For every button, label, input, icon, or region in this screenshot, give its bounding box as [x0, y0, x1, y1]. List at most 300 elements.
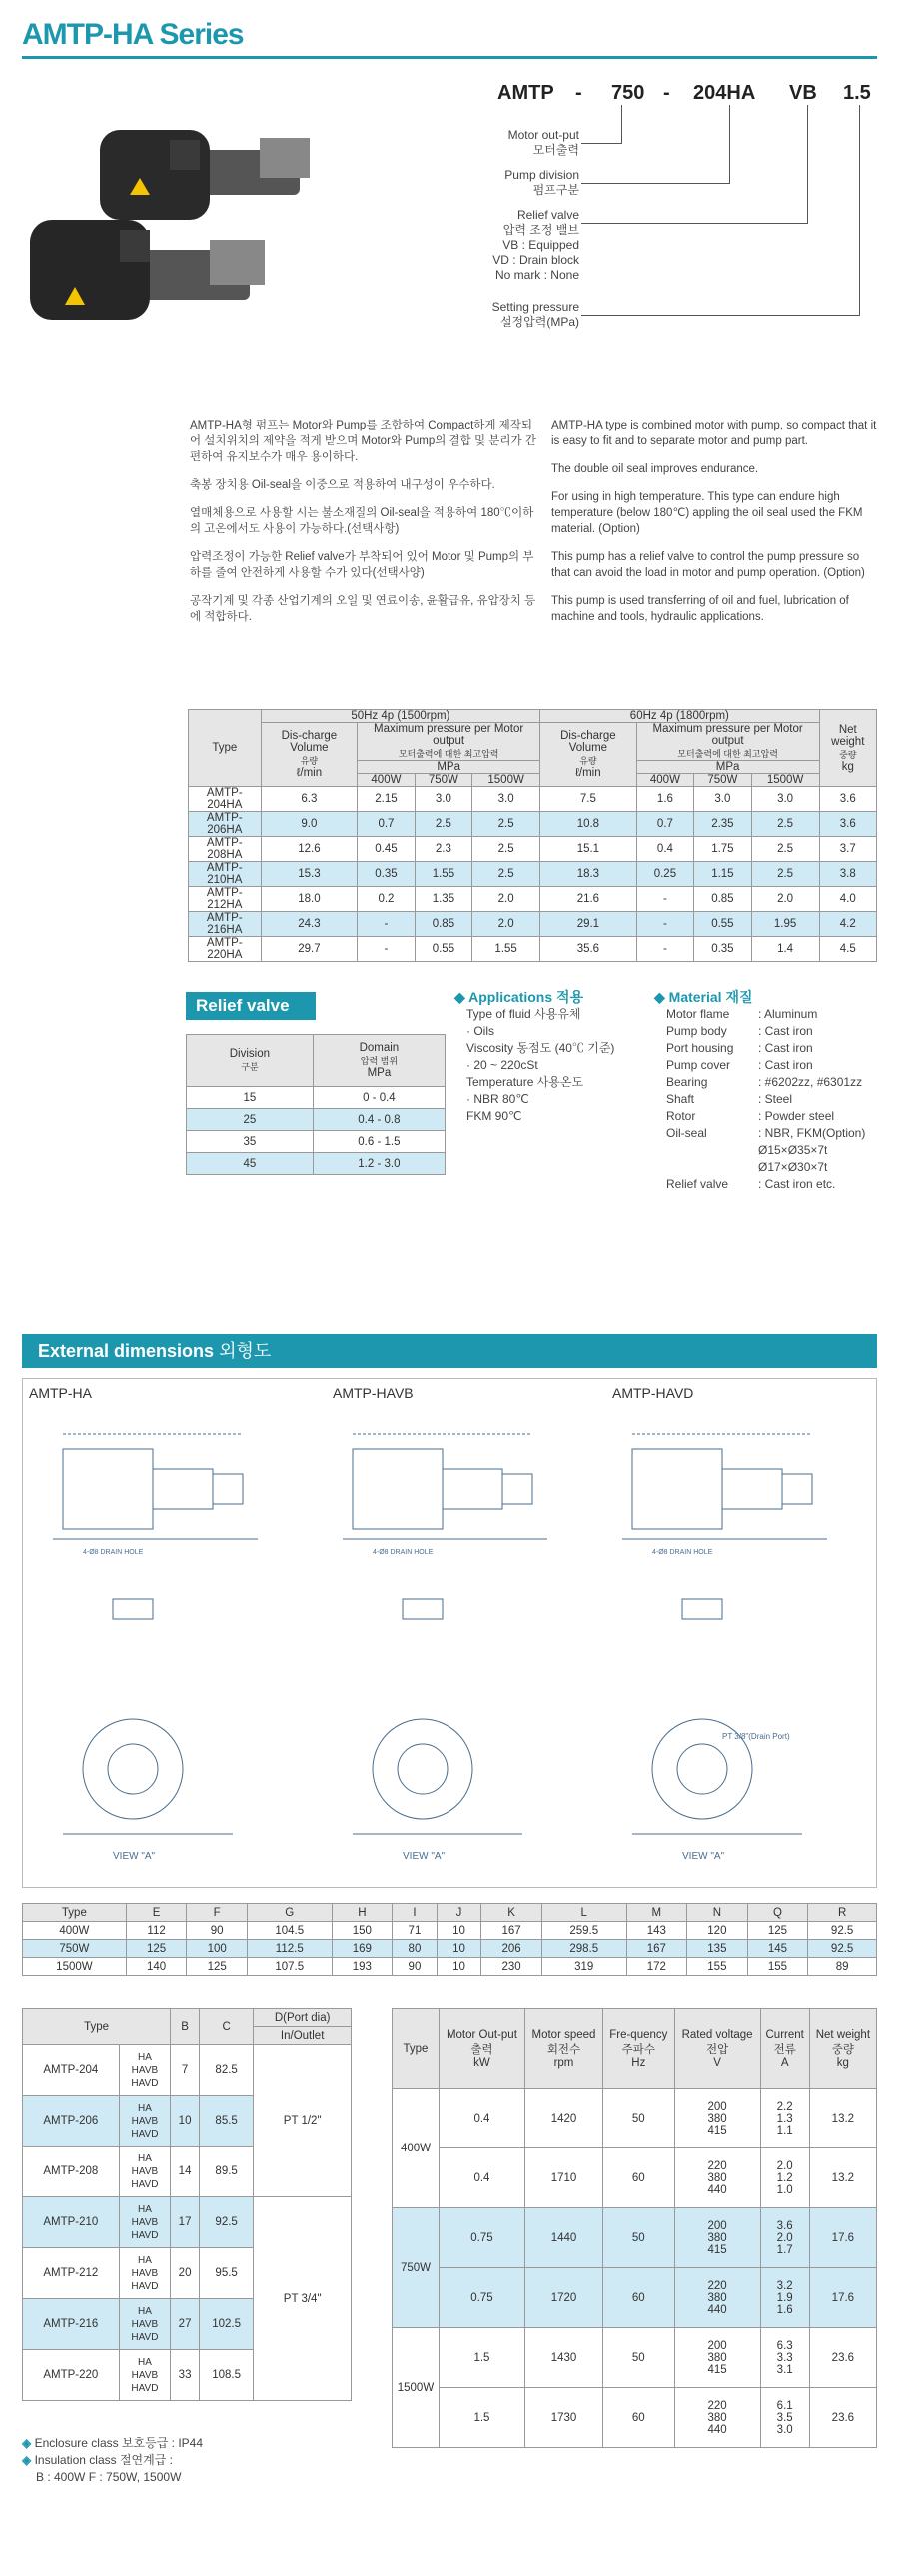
material-value: : Cast iron — [758, 1041, 813, 1055]
port-variants — [119, 2096, 171, 2147]
motor-cell: 0.4 — [439, 2148, 524, 2208]
front-inner-circle — [677, 1744, 727, 1794]
dims-cell: 750W — [23, 1940, 127, 1958]
motor-head-en: Motor speed — [531, 2028, 596, 2041]
motor-head-ko: 회전수 — [546, 2043, 581, 2056]
spec-cell: 3.0 — [415, 787, 471, 812]
spec-cell: - — [636, 937, 693, 962]
current-value: 1.9 — [776, 2291, 793, 2304]
motor-weight: 17.6 — [809, 2268, 876, 2328]
current-value: 2.0 — [776, 2231, 793, 2244]
motor-current — [760, 2268, 809, 2328]
motor-outline — [353, 1449, 443, 1529]
motor-row — [393, 2208, 877, 2268]
spec-cell: 0.35 — [694, 937, 751, 962]
port-row — [23, 2197, 352, 2248]
current-value: 1.7 — [776, 2243, 793, 2256]
current-value: 1.6 — [776, 2303, 793, 2316]
motor-head-cell — [603, 2009, 675, 2089]
voltage-value: 380 — [707, 2351, 727, 2364]
current-value: 1.3 — [776, 2112, 793, 2125]
notes: ◈ Enclosure class 보호등급 : IP44 ◈ Insulation class 절연계급 : B : 400W F : 750W, 1500W — [22, 2436, 204, 2484]
spec-cell: 0.7 — [636, 812, 693, 837]
material-part — [666, 1142, 758, 1159]
dims-row — [23, 1922, 877, 1940]
port-view — [403, 1599, 443, 1619]
dims-head-cell: K — [481, 1904, 542, 1922]
front-circle — [373, 1719, 472, 1819]
port-variant: HAVD — [131, 2229, 159, 2241]
code-part-0: AMTP — [497, 82, 554, 104]
front-inner-circle — [398, 1744, 448, 1794]
view-label-ha: AMTP-HA — [29, 1385, 92, 1401]
dims-cell: 167 — [481, 1922, 542, 1940]
port-variant: HA — [137, 2356, 152, 2368]
voltage-value: 415 — [707, 2363, 727, 2376]
motor-head-cell — [439, 2009, 524, 2089]
material-part: Relief valve — [666, 1177, 729, 1191]
port-b: 33 — [171, 2350, 200, 2401]
motor-row — [393, 2148, 877, 2208]
spec-cell: 6.3 — [261, 787, 358, 812]
dims-cell: 400W — [23, 1922, 127, 1940]
spec-cell: 2.15 — [358, 787, 415, 812]
spec-cell: 2.35 — [694, 812, 751, 837]
dims-cell: 125 — [747, 1922, 808, 1940]
port-variant: HAVD — [131, 2128, 159, 2140]
motor-weight: 23.6 — [809, 2388, 876, 2448]
material-value: : #6202zz, #6301zz — [758, 1075, 863, 1089]
view-a-label: VIEW "A" — [403, 1851, 446, 1862]
spec-cell: 18.0 — [261, 887, 358, 912]
motor-cell: 1430 — [524, 2328, 602, 2388]
material-value: Ø17×Ø30×7t — [758, 1160, 828, 1174]
port-variant: HAVD — [131, 2331, 159, 2343]
motor-cell: 1.5 — [439, 2388, 524, 2448]
port-type: AMTP-208 — [23, 2147, 120, 2197]
port-c: 85.5 — [199, 2096, 253, 2147]
front-circle — [83, 1719, 183, 1819]
dims-cell: 10 — [437, 1940, 481, 1958]
dims-cell: 125 — [187, 1958, 248, 1976]
port-c: 95.5 — [199, 2248, 253, 2299]
motor-row — [393, 2268, 877, 2328]
port-b: 20 — [171, 2248, 200, 2299]
motor-outline — [632, 1449, 722, 1529]
spec-cell: 2.0 — [472, 912, 540, 937]
motor-cell: 60 — [603, 2268, 675, 2328]
motor-type: 400W — [393, 2089, 440, 2208]
spec-cell: AMTP-212HA — [189, 887, 262, 912]
port-view — [113, 1599, 153, 1619]
material-row — [666, 1057, 884, 1074]
port-variant: HAVD — [131, 2382, 159, 2394]
spec-cell: AMTP-210HA — [189, 862, 262, 887]
voltage-value: 380 — [707, 2112, 727, 2125]
motor-head-unit: A — [780, 2056, 789, 2069]
motor-current — [760, 2328, 809, 2388]
motor-head-ko: 출력 — [470, 2043, 493, 2056]
port-row — [23, 2045, 352, 2096]
motor-head-en: Motor Out-put — [446, 2028, 517, 2041]
spec-cell: AMTP-216HA — [189, 912, 262, 937]
material-row — [666, 1023, 884, 1040]
dims-head-cell: H — [332, 1904, 393, 1922]
voltage-value: 200 — [707, 2219, 727, 2232]
motor-current — [760, 2089, 809, 2148]
spec-cell: 2.5 — [751, 862, 819, 887]
spec-row — [189, 887, 877, 912]
dims-cell: 298.5 — [541, 1940, 626, 1958]
dims-head-cell: Type — [23, 1904, 127, 1922]
motor-voltage — [674, 2148, 760, 2208]
dims-cell: 155 — [687, 1958, 748, 1976]
port-type: AMTP-212 — [23, 2248, 120, 2299]
code-part-1: - — [575, 82, 582, 104]
spec-cell: AMTP-206HA — [189, 812, 262, 837]
material-part: Rotor — [666, 1109, 696, 1123]
motor-cell: 50 — [603, 2328, 675, 2388]
motor-head-unit: V — [713, 2056, 721, 2069]
port-c: 82.5 — [199, 2045, 253, 2096]
material-row — [666, 1125, 884, 1142]
spec-cell: - — [636, 887, 693, 912]
spec-row — [189, 787, 877, 812]
motor-cell: 1720 — [524, 2268, 602, 2328]
port-type: AMTP-206 — [23, 2096, 120, 2147]
dims-cell: 71 — [393, 1922, 438, 1940]
port-variants — [119, 2147, 171, 2197]
code-part-2: 750 — [611, 82, 645, 104]
spec-row — [189, 912, 877, 937]
voltage-value: 380 — [707, 2291, 727, 2304]
material-row — [666, 1091, 884, 1108]
motor-head-unit: Hz — [631, 2056, 646, 2069]
motor-cell: 1420 — [524, 2089, 602, 2148]
motor-head-ko: 주파수 — [621, 2043, 655, 2056]
motor-head-en: Fre-quency — [609, 2028, 668, 2041]
motor-row — [393, 2089, 877, 2148]
desc-en: AMTP-HA type is combined motor with pump, so compact that it is easy to fit and to separate motor and pump part. The double oil seal improves endurance. For using in high temperature. This type can endure high temperature (below 180℃) appling the oil seal used the FKM material. (Option) This pump has a relief valve to control the pump pressure so that can avoid the load in motor and pump operation. (Option) This pump is used transferring of oil and fuel, lubrication of machine and tools, hydraulic applications. — [551, 420, 877, 623]
port-b: 7 — [171, 2045, 200, 2096]
motor-head-cell — [809, 2009, 876, 2089]
dims-cell: 172 — [626, 1958, 687, 1976]
spec-cell: 9.0 — [261, 812, 358, 837]
material-part: Motor flame — [666, 1007, 730, 1021]
dims-cell: 112.5 — [247, 1940, 332, 1958]
pump-head-outline — [502, 1474, 532, 1504]
current-value: 6.3 — [776, 2339, 793, 2352]
spec-cell: 3.6 — [819, 812, 876, 837]
dims-head-cell: Q — [747, 1904, 808, 1922]
material-part: Pump body — [666, 1024, 727, 1038]
pump-head-outline — [782, 1474, 812, 1504]
dims-cell: 167 — [626, 1940, 687, 1958]
voltage-value: 415 — [707, 2243, 727, 2256]
material-row — [666, 1142, 884, 1159]
dims-cell: 259.5 — [541, 1922, 626, 1940]
material-value: : Cast iron — [758, 1058, 813, 1072]
spec-cell: 18.3 — [540, 862, 637, 887]
code-part-3: - — [663, 82, 670, 104]
dims-cell: 112 — [126, 1922, 187, 1940]
pump-outline — [443, 1469, 502, 1509]
port-variant: HAVB — [131, 2165, 159, 2177]
relief-title: Relief valve — [186, 992, 316, 1020]
material-row — [666, 1006, 884, 1023]
voltage-value: 220 — [707, 2159, 727, 2172]
motor-cell: 0.75 — [439, 2208, 524, 2268]
current-value: 3.1 — [776, 2363, 793, 2376]
ext-title: External dimensions 외형도 — [22, 1334, 877, 1368]
current-value: 1.1 — [776, 2124, 793, 2137]
material-part — [666, 1159, 758, 1176]
motor-weight: 23.6 — [809, 2328, 876, 2388]
port-c: 89.5 — [199, 2147, 253, 2197]
motor-outline — [63, 1449, 153, 1529]
spec-cell: 0.7 — [358, 812, 415, 837]
port-variant: HA — [137, 2254, 152, 2266]
spec-cell: 1.4 — [751, 937, 819, 962]
spec-cell: AMTP-204HA — [189, 787, 262, 812]
port-variant: HA — [137, 2152, 152, 2164]
motor-cell: 0.75 — [439, 2268, 524, 2328]
current-value: 3.5 — [776, 2411, 793, 2424]
motor-cell: 1440 — [524, 2208, 602, 2268]
material-part: Shaft — [666, 1092, 695, 1106]
port-b: 17 — [171, 2197, 200, 2248]
current-value: 1.2 — [776, 2171, 793, 2184]
dims-head-cell: L — [541, 1904, 626, 1922]
spec-cell: 1.95 — [751, 912, 819, 937]
motor-current — [760, 2148, 809, 2208]
current-value: 3.0 — [776, 2423, 793, 2436]
motor-weight: 13.2 — [809, 2148, 876, 2208]
port-variant: HAVB — [131, 2318, 159, 2330]
voltage-value: 440 — [707, 2303, 727, 2316]
motor-head-en: Type — [403, 2042, 429, 2055]
spec-cell: 15.3 — [261, 862, 358, 887]
dims-cell: 92.5 — [808, 1922, 877, 1940]
dims-cell: 80 — [393, 1940, 438, 1958]
spec-cell: 4.0 — [819, 887, 876, 912]
voltage-value: 220 — [707, 2279, 727, 2292]
spec-row — [189, 862, 877, 887]
spec-cell: 3.8 — [819, 862, 876, 887]
motor-head-en: Net weight — [815, 2028, 871, 2041]
port-b: 14 — [171, 2147, 200, 2197]
pump-outline — [722, 1469, 782, 1509]
pump-outline — [153, 1469, 213, 1509]
spec-cell: - — [636, 912, 693, 937]
voltage-value: 415 — [707, 2124, 727, 2137]
front-inner-circle — [108, 1744, 158, 1794]
material-value: : Cast iron etc. — [758, 1177, 836, 1191]
material: ◆ Material 재질 Motor flame : Aluminum Pump body : Cast iron Port housing : Cast iron Pump cover : Cast iron Bearing : #6202zz, #6301zz Shaft : Steel Rotor : Powder steel Oil-seal : NBR, FKM(Option) Ø15×Ø35×7t Ø17×Ø30×7t Relief valve : Cast iron etc. — [654, 989, 884, 1193]
motor-head-ko: 전압 — [705, 2043, 729, 2056]
view-a-label: VIEW "A" — [682, 1851, 725, 1862]
current-value: 3.2 — [776, 2279, 793, 2292]
spec-cell: 2.5 — [472, 862, 540, 887]
material-part: Pump cover — [666, 1058, 731, 1072]
port-variant: HAVB — [131, 2064, 159, 2076]
motor-cell: 1710 — [524, 2148, 602, 2208]
port-variant: HA — [137, 2305, 152, 2317]
motor-voltage — [674, 2208, 760, 2268]
port-type: AMTP-216 — [23, 2299, 120, 2350]
spec-row — [189, 812, 877, 837]
port-c: 102.5 — [199, 2299, 253, 2350]
spec-cell: 2.3 — [415, 837, 471, 862]
dims-row — [23, 1940, 877, 1958]
motor-head-ko: 전류 — [773, 2043, 796, 2056]
port-type: AMTP-220 — [23, 2350, 120, 2401]
spec-cell: 29.7 — [261, 937, 358, 962]
port-dia-1: PT 1/2" — [254, 2045, 352, 2197]
material-row — [666, 1108, 884, 1125]
spec-cell: 24.3 — [261, 912, 358, 937]
spec-table: Type 50Hz 4p (1500rpm) 60Hz 4p (1800rpm) Net weight 중량 kg Dis-charge Volume 유량 ℓ/min Maximum pressure per Motor output 모터출력에 대한 최고압력 Dis-charge Volume 유량 ℓ/min Maximum pressure per Motor output 모터출력에 대한 최고압력 MPa MPa 400W 750W 1500W 400W 750W 1500W AMTP-204HA 6.3 2.15 3.0 3.0 7.5 1.6 3.0 3.0 3.6 AMTP-206HA 9.0 0.7 2.5 2.5 10.8 0.7 2.35 2.5 3.6 AMTP-208HA 12.6 0.45 2.3 2.5 15.1 0.4 1.75 2.5 3.7 AMTP-210HA 15.3 0.35 1.55 2.5 18.3 0.25 1.15 2.5 3.8 AMTP-212HA 18.0 0.2 1.35 2.0 21.6 - 0.85 2.0 4.0 AMTP-216HA 24.3 - 0.85 2.0 29.1 - 0.55 1.95 4.2 AMTP-220HA 29.7 - 0.55 1.55 35.6 - 0.35 1.4 4.5 — [188, 709, 877, 962]
dims-cell: 143 — [626, 1922, 687, 1940]
view-label-havb: AMTP-HAVB — [333, 1385, 414, 1401]
motor-head-en: Rated voltage — [681, 2028, 753, 2041]
motor-cell: 0.4 — [439, 2089, 524, 2148]
spec-cell: 0.45 — [358, 837, 415, 862]
dims-head-cell: N — [687, 1904, 748, 1922]
motor-head-cell — [760, 2009, 809, 2089]
dims-cell: 107.5 — [247, 1958, 332, 1976]
dims-table — [22, 1903, 877, 1976]
spec-cell: 2.5 — [472, 837, 540, 862]
material-value: : Steel — [758, 1092, 793, 1106]
port-c: 108.5 — [199, 2350, 253, 2401]
spec-cell: 2.0 — [472, 887, 540, 912]
port-variants — [119, 2299, 171, 2350]
voltage-value: 220 — [707, 2399, 727, 2412]
dims-head-cell: G — [247, 1904, 332, 1922]
spec-cell: 2.5 — [751, 837, 819, 862]
port-variants — [119, 2248, 171, 2299]
drain-port-label: PT 3/8"(Drain Port) — [722, 1732, 790, 1741]
motor-head-unit: kW — [473, 2056, 490, 2069]
spec-cell: 1.6 — [636, 787, 693, 812]
dims-cell: 125 — [126, 1940, 187, 1958]
spec-row — [189, 837, 877, 862]
dims-cell: 100 — [187, 1940, 248, 1958]
port-type: AMTP-204 — [23, 2045, 120, 2096]
motor-head-ko: 중량 — [831, 2043, 854, 2056]
port-variant: HA — [137, 2051, 152, 2063]
port-variant: HA — [137, 2203, 152, 2215]
dims-cell: 135 — [687, 1940, 748, 1958]
spec-cell: 2.5 — [751, 812, 819, 837]
drain-label: 4-Ø8 DRAIN HOLE — [652, 1549, 713, 1556]
dims-cell: 140 — [126, 1958, 187, 1976]
voltage-value: 380 — [707, 2411, 727, 2424]
spec-cell: 12.6 — [261, 837, 358, 862]
spec-cell: 1.55 — [472, 937, 540, 962]
dims-head-cell: I — [393, 1904, 438, 1922]
dims-cell: 104.5 — [247, 1922, 332, 1940]
spec-cell: 4.5 — [819, 937, 876, 962]
spec-cell: 3.6 — [819, 787, 876, 812]
spec-cell: 15.1 — [540, 837, 637, 862]
dims-head-cell: R — [808, 1904, 877, 1922]
spec-cell: 0.35 — [358, 862, 415, 887]
spec-cell: 10.8 — [540, 812, 637, 837]
spec-cell: 2.5 — [415, 812, 471, 837]
spec-cell: 2.0 — [751, 887, 819, 912]
motor-current — [760, 2208, 809, 2268]
port-view — [682, 1599, 722, 1619]
current-value: 3.6 — [776, 2219, 793, 2232]
spec-row — [189, 937, 877, 962]
motor-type: 1500W — [393, 2328, 440, 2448]
motor-cell: 1730 — [524, 2388, 602, 2448]
code-label-relief: Relief valve 압력 조정 밸브 VB : Equipped VD : Drain block No mark : None — [492, 208, 579, 282]
material-part: Oil-seal — [666, 1126, 707, 1140]
port-variants — [119, 2197, 171, 2248]
code-part-6: 1.5 — [843, 82, 871, 104]
motor-voltage — [674, 2089, 760, 2148]
port-variant: HAVB — [131, 2216, 159, 2228]
view-a-label: VIEW "A" — [113, 1851, 156, 1862]
spec-cell: 0.55 — [694, 912, 751, 937]
material-value: : NBR, FKM(Option) — [758, 1126, 866, 1140]
port-b: 27 — [171, 2299, 200, 2350]
motor-weight: 17.6 — [809, 2208, 876, 2268]
port-dia-2: PT 3/4" — [254, 2197, 352, 2401]
dims-cell: 230 — [481, 1958, 542, 1976]
code-label-setting: Setting pressure 설정압력(MPa) — [491, 300, 579, 329]
dims-head-cell: M — [626, 1904, 687, 1922]
current-value: 1.0 — [776, 2183, 793, 2196]
code-label-motor: Motor out-put 모터출력 — [507, 128, 579, 157]
dimension-drawings — [23, 1379, 878, 1889]
port-b: 10 — [171, 2096, 200, 2147]
dims-cell: 319 — [541, 1958, 626, 1976]
drain-label: 4-Ø8 DRAIN HOLE — [373, 1549, 434, 1556]
motor-cell: 50 — [603, 2089, 675, 2148]
dims-cell: 90 — [393, 1958, 438, 1976]
spec-cell: 0.2 — [358, 887, 415, 912]
spec-cell: 1.55 — [415, 862, 471, 887]
spec-cell: - — [358, 912, 415, 937]
dims-cell: 169 — [332, 1940, 393, 1958]
motor-row — [393, 2328, 877, 2388]
motor-voltage — [674, 2388, 760, 2448]
dims-head-cell: E — [126, 1904, 187, 1922]
current-value: 3.3 — [776, 2351, 793, 2364]
material-value: : Powder steel — [758, 1109, 835, 1123]
spec-cell: 3.0 — [751, 787, 819, 812]
spec-cell: 0.4 — [636, 837, 693, 862]
material-part: Port housing — [666, 1041, 734, 1055]
motor-cell: 1.5 — [439, 2328, 524, 2388]
dims-cell: 92.5 — [808, 1940, 877, 1958]
spec-cell: 1.35 — [415, 887, 471, 912]
port-variants — [119, 2350, 171, 2401]
motor-cell: 50 — [603, 2208, 675, 2268]
dims-cell: 193 — [332, 1958, 393, 1976]
dims-cell: 145 — [747, 1940, 808, 1958]
current-value: 2.2 — [776, 2100, 793, 2113]
port-variant: HAVB — [131, 2115, 159, 2127]
page-title: AMTP-HA Series — [22, 18, 244, 51]
spec-cell: 21.6 — [540, 887, 637, 912]
material-part: Bearing — [666, 1075, 708, 1089]
spec-cell: 29.1 — [540, 912, 637, 937]
